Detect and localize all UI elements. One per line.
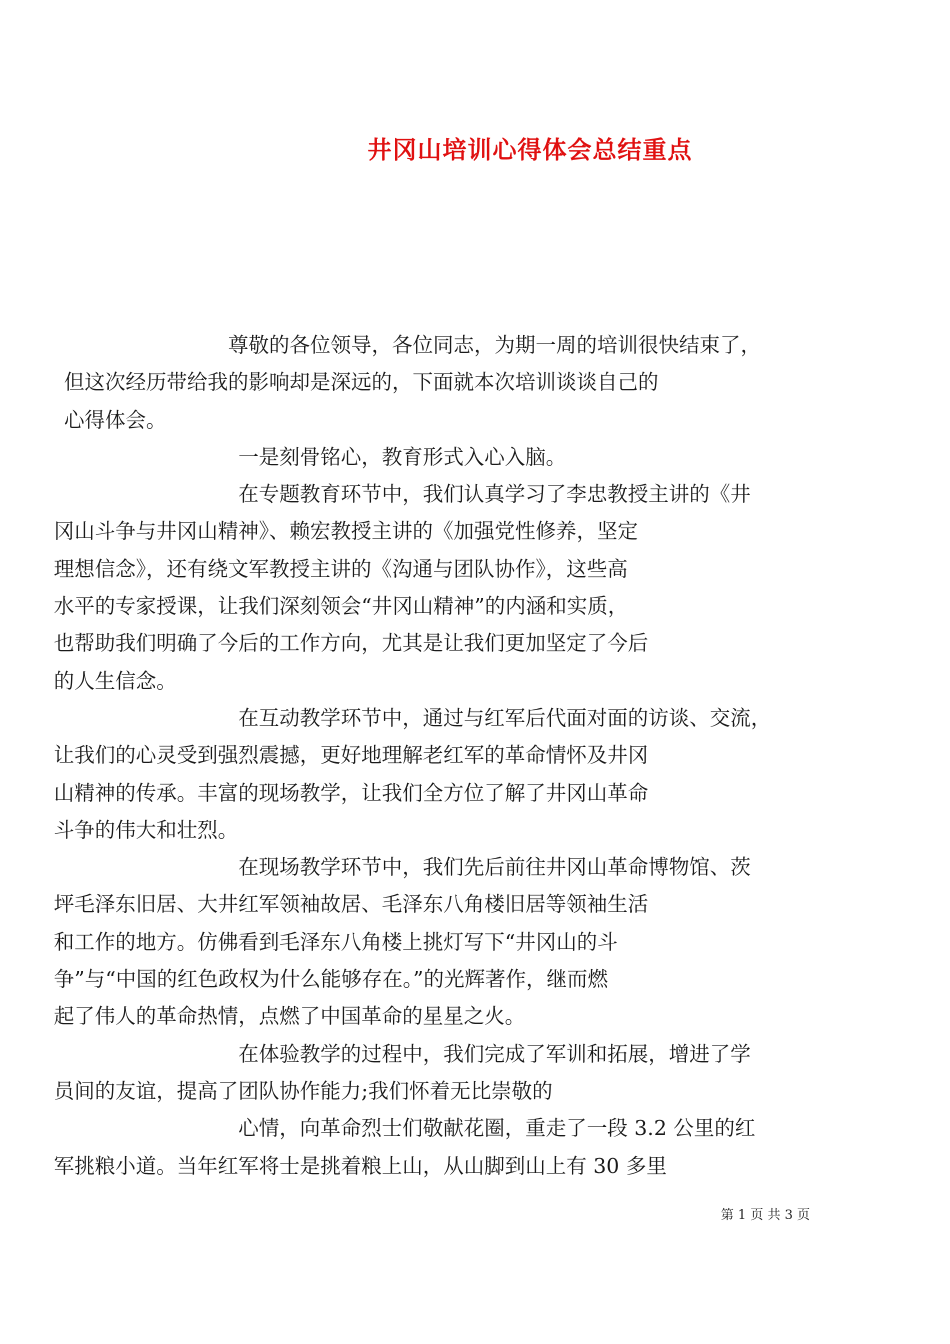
text-line: 坪毛泽东旧居、大井红军领袖故居、毛泽东八角楼旧居等领袖生活 bbox=[53, 892, 649, 917]
text-line: 在专题教育环节中，我们认真学习了李忠教授主讲的《井 bbox=[238, 482, 751, 507]
text-line: 员间的友谊，提高了团队协作能力;我们怀着无比崇敬的 bbox=[53, 1078, 553, 1103]
text-line: 理想信念》，还有绕文军教授主讲的《沟通与团队协作》，这些高 bbox=[53, 556, 628, 581]
paragraph-field-teaching bbox=[53, 849, 814, 1035]
text-line: 起了伟人的革命热情，点燃了中国革命的星星之火。 bbox=[53, 1004, 526, 1029]
text-line: 也帮助我们明确了今后的工作方向，尤其是让我们更加坚定了今后 bbox=[53, 631, 649, 656]
paragraph-interactive-teaching bbox=[53, 700, 814, 849]
paragraph-topic-education bbox=[53, 476, 814, 700]
text-line: 让我们的心灵受到强烈震撼，更好地理解老红军的革命情怀及井冈 bbox=[53, 743, 649, 768]
text-line: 在互动教学环节中，通过与红军后代面对面的访谈、交流， bbox=[238, 705, 772, 730]
paragraph-tribute bbox=[53, 1110, 814, 1185]
text-line: 和工作的地方。仿佛看到毛泽东八角楼上挑灯写下“井冈山的斗 bbox=[53, 929, 618, 954]
text-line: 在体验教学的过程中，我们完成了军训和拓展，增进了学 bbox=[238, 1041, 751, 1066]
text-line: 军挑粮小道。当年红军将士是挑着粮上山，从山脚到山上有 30 多里 bbox=[53, 1153, 667, 1178]
text-line: 斗争的伟大和壮烈。 bbox=[53, 817, 239, 842]
text-line: 心情，向革命烈士们敬献花圈，重走了一段 3.2 公里的红 bbox=[238, 1116, 756, 1141]
text-line: 冈山斗争与井冈山精神》、赖宏教授主讲的《加强党性修养，坚定 bbox=[53, 519, 638, 544]
text-line: 水平的专家授课，让我们深刻领会“井冈山精神”的内涵和实质， bbox=[53, 594, 629, 619]
page-number-footer: 第 1 页 共 3 页 bbox=[720, 1208, 810, 1223]
paragraph-heading-one bbox=[146, 439, 814, 476]
text-line: 尊敬的各位领导，各位同志，为期一周的培训很快结束了， bbox=[228, 333, 761, 357]
paragraph-experience-teaching bbox=[53, 1036, 814, 1111]
paragraph-greeting bbox=[64, 327, 814, 439]
text-line: 的人生信念。 bbox=[53, 668, 177, 693]
text-line: 心得体会。 bbox=[64, 407, 167, 432]
text-line: 在现场教学环节中，我们先后前往井冈山革命博物馆、茨 bbox=[238, 855, 751, 880]
document-body bbox=[53, 327, 814, 1185]
text-line: 山精神的传承。丰富的现场教学，让我们全方位了解了井冈山革命 bbox=[53, 780, 649, 805]
document-title: 井冈山培训心得体会总结重点 bbox=[367, 135, 693, 164]
text-line: 一是刻骨铭心，教育形式入心入脑。 bbox=[238, 444, 567, 469]
text-line: 争”与“中国的红色政权为什么能够存在。”的光辉著作，继而燃 bbox=[53, 967, 608, 992]
text-line: 但这次经历带给我的影响却是深远的，下面就本次培训谈谈自己的 bbox=[64, 370, 659, 395]
